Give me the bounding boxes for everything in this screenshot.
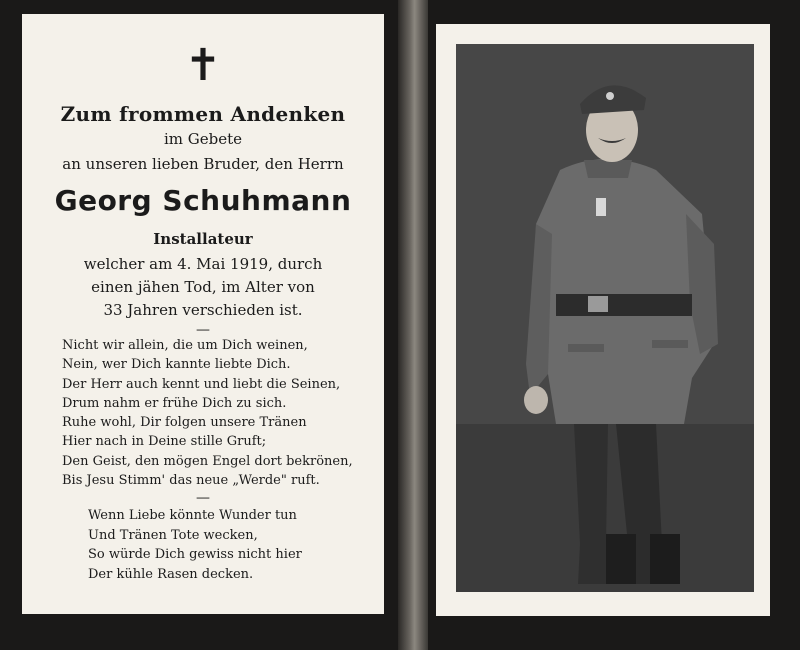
occupation: Installateur <box>153 230 253 248</box>
poem-1 <box>62 336 362 490</box>
poem-line: Den Geist, den mögen Engel dort bekrönen, <box>62 453 353 469</box>
poem-line: So würde Dich gewiss nicht hier <box>88 547 302 562</box>
divider-1: — <box>196 322 210 338</box>
poem-line: Nicht wir allein, die um Dich weinen, <box>62 338 308 353</box>
text-line-5: 33 Jahren verschieden ist. <box>103 301 303 319</box>
memorial-text <box>22 14 384 614</box>
poem-line: Der Herr auch kennt und liebt die Seinen, <box>62 376 341 392</box>
soldier-photo <box>456 44 754 592</box>
cross-icon: ✝ <box>184 40 222 91</box>
poem-line: Hier nach in Deine stille Gruft; <box>62 434 267 450</box>
card-title: Zum frommen Andenken <box>60 102 346 126</box>
text-line-1: im Gebete <box>163 130 243 148</box>
poem-line: Nein, wer Dich kannte liebte Dich. <box>62 357 291 373</box>
text-line-2: an unseren lieben Bruder, den Herrn <box>62 155 344 173</box>
poem-line: Bis Jesu Stimm' das neue „Werde" ruft. <box>62 473 320 489</box>
deceased-name: Georg Schuhmann <box>54 184 352 217</box>
poem-line: Wenn Liebe könnte Wunder tun <box>88 508 297 523</box>
poem-2 <box>88 506 348 584</box>
poem-line: Drum nahm er frühe Dich zu sich. <box>62 395 287 411</box>
poem-line: Der kühle Rasen decken. <box>88 566 254 582</box>
divider-2: — <box>196 490 210 506</box>
poem-line: Ruhe wohl, Dir folgen unsere Tränen <box>62 415 307 431</box>
text-line-3: welcher am 4. Mai 1919, durch <box>83 255 323 273</box>
soldier-figure-icon <box>456 44 754 592</box>
poem-line: Und Tränen Tote wecken, <box>88 527 258 543</box>
text-line-4: einen jähen Tod, im Alter von <box>91 278 315 296</box>
card-fold <box>398 0 428 650</box>
